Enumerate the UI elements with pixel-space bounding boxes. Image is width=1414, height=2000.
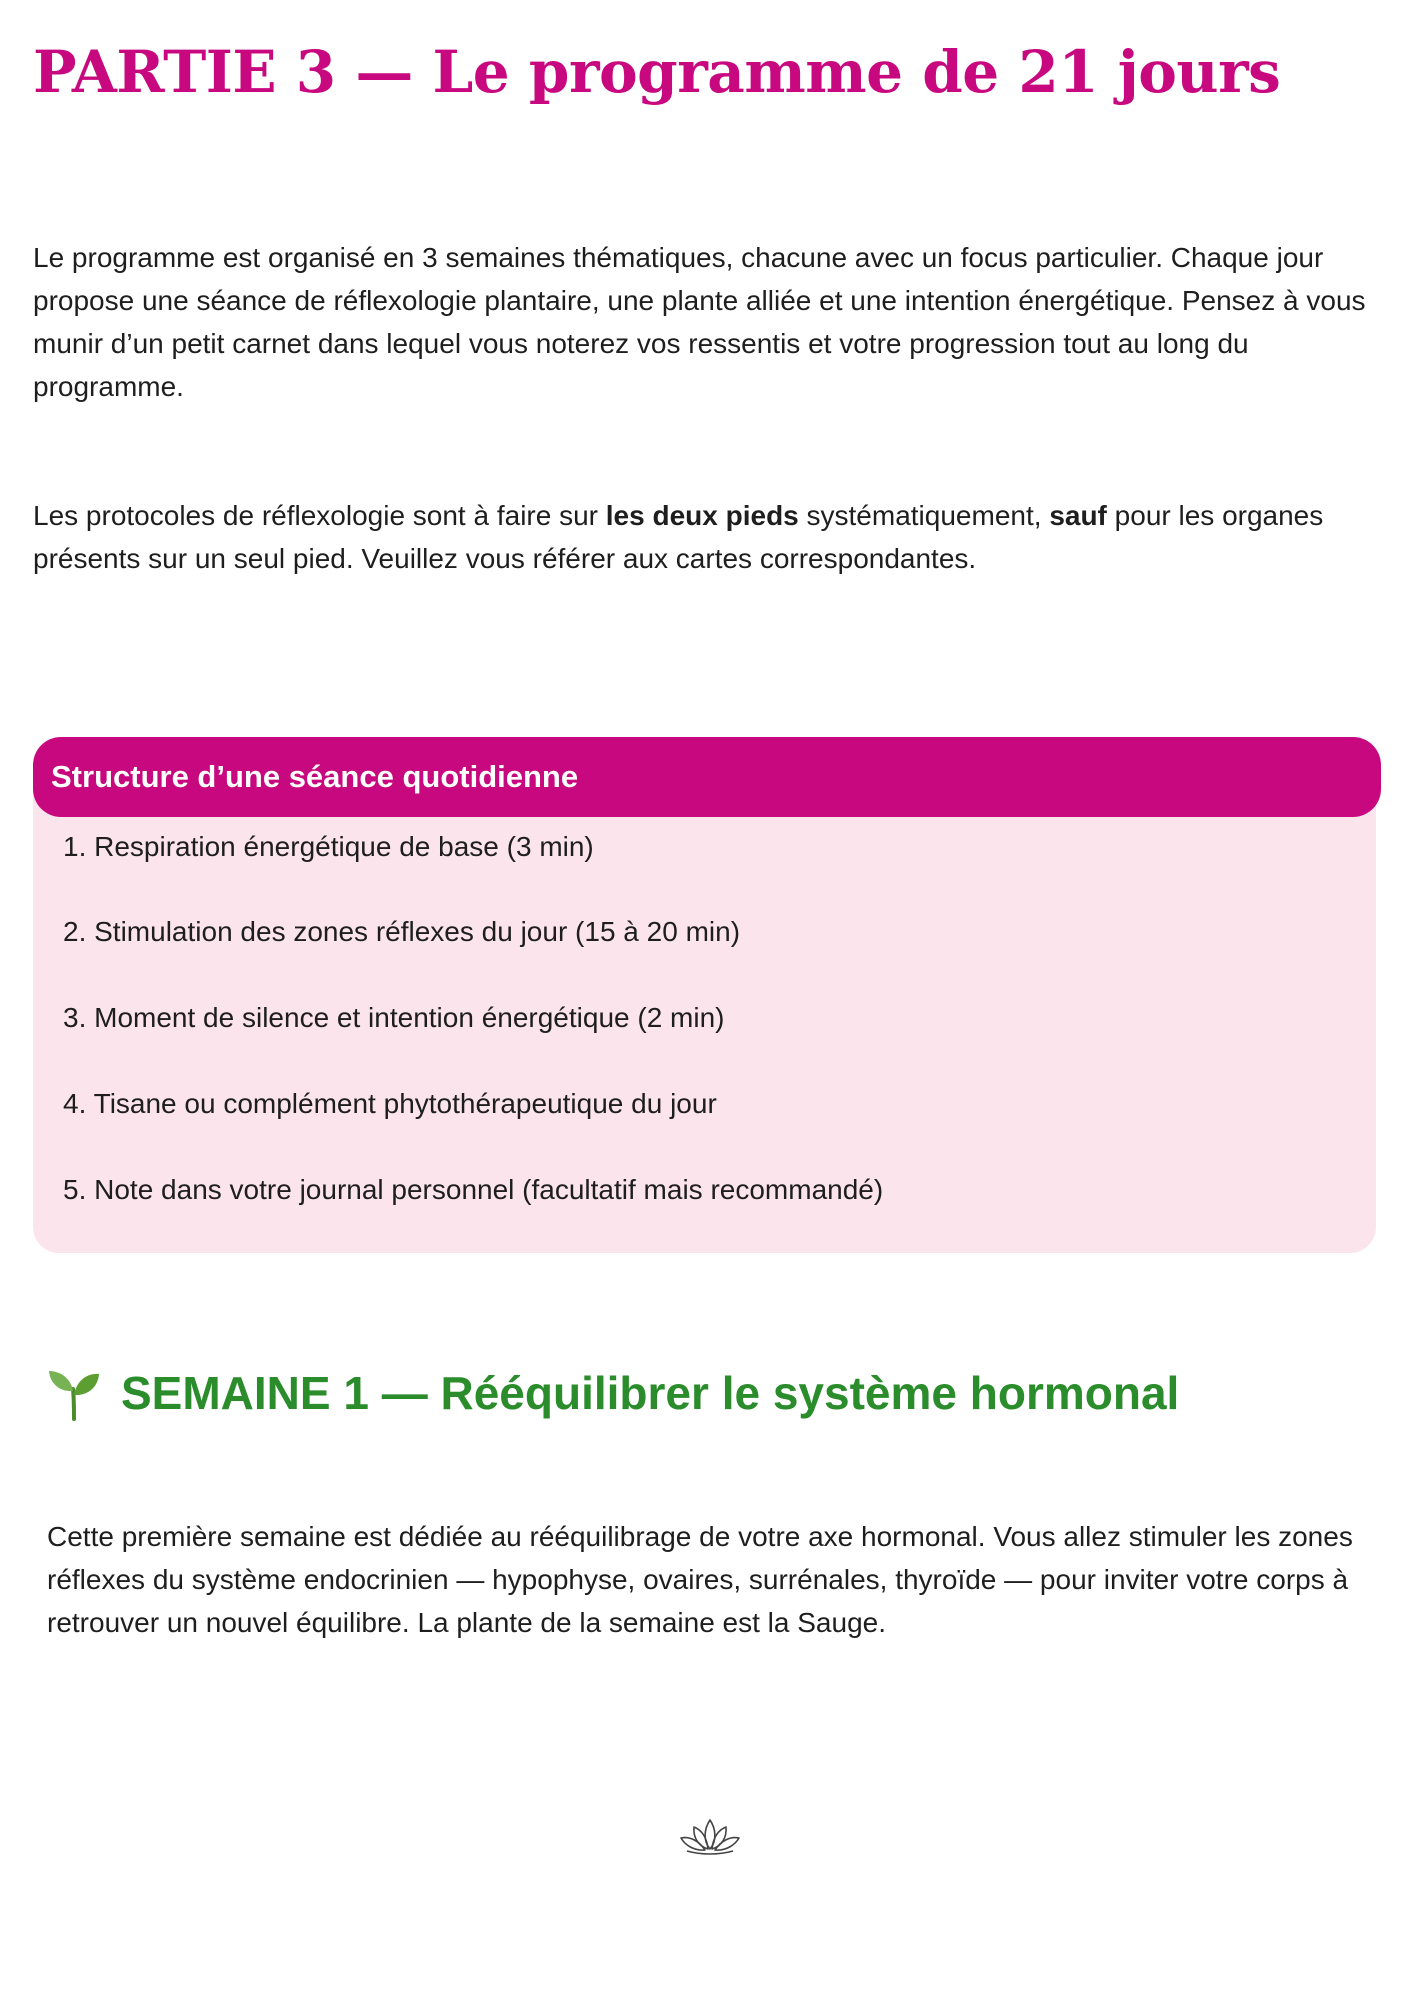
page-title: PARTIE 3 — Le programme de 21 jours — [33, 38, 1281, 106]
week1-heading — [47, 1363, 1179, 1423]
lotus-icon — [673, 1817, 747, 1857]
session-step: 2. Stimulation des zones réflexes du jour (15 à 20 min) — [63, 916, 741, 947]
session-step: 3. Moment de silence et intention énergétique (2 min) — [63, 1002, 725, 1033]
protocols-text-2: systématiquement, — [798, 500, 1050, 531]
intro-paragraph: Le programme est organisé en 3 semaines thématiques, chacune avec un focus particulier. Chaque jour propose une séance de réflexologie plantaire, une plante alliée et une intention énergétique. Pensez à vous munir d’un petit carnet dans lequel vous noterez vos ressentis et votre progression tout au long du programme. — [33, 242, 1366, 402]
session-step: 1. Respiration énergétique de base (3 min) — [63, 831, 594, 862]
session-structure-title: Structure d’une séance quotidienne — [51, 759, 579, 794]
week1-paragraph: Cette première semaine est dédiée au rééquilibrage de votre axe hormonal. Vous allez stimuler les zones réflexes du système endocrinien — hypophyse, ovaires, surrénales, thyroïde — pour inviter votre corps à retrouver un nouvel équilibre. La plante de la semaine est la Sauge. — [47, 1521, 1353, 1638]
session-step: 5. Note dans votre journal personnel (facultatif mais recommandé) — [63, 1174, 884, 1205]
protocols-text-1: Les protocoles de réflexologie sont à faire sur — [33, 500, 606, 531]
session-structure-body — [33, 793, 1376, 1253]
session-structure-header — [33, 737, 1381, 817]
week1-title: SEMAINE 1 — Rééquilibrer le système hormonal — [121, 1367, 1180, 1419]
protocols-text-3: pour les organes présents sur un seul pied. Veuillez vous référer aux cartes correspondantes. — [33, 500, 1324, 574]
protocols-bold-both-feet: les deux pieds — [605, 500, 799, 531]
sprout-icon — [47, 1365, 101, 1421]
session-steps-list — [33, 819, 1376, 1233]
session-step: 4. Tisane ou complément phytothérapeutique du jour — [63, 1088, 717, 1119]
protocols-bold-except: sauf — [1049, 500, 1107, 531]
protocols-paragraph — [33, 494, 1383, 580]
session-structure-card — [33, 737, 1381, 1253]
